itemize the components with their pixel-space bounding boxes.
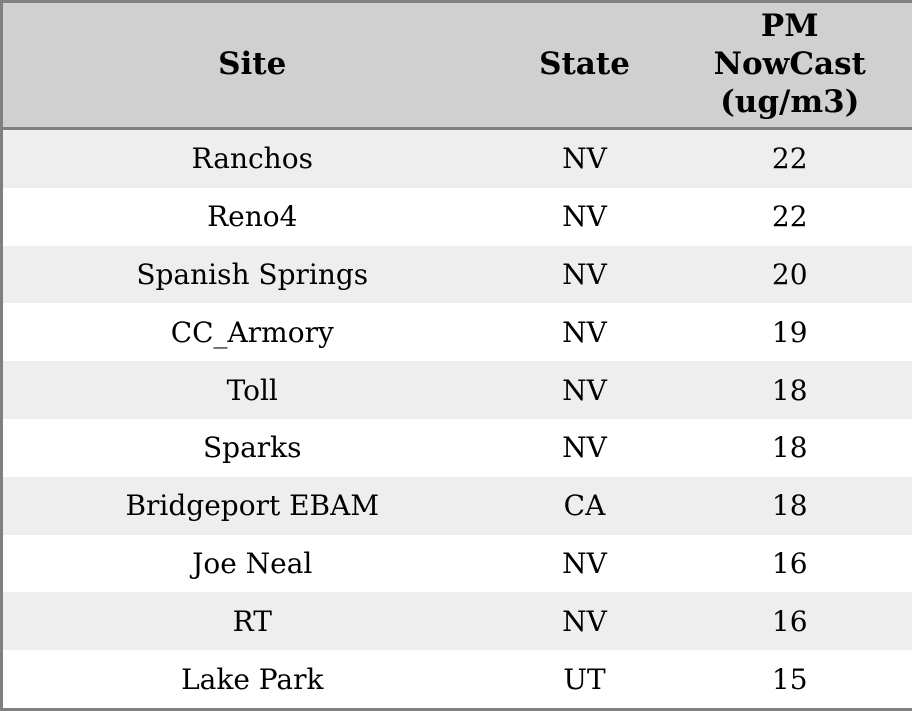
cell-pm-nowcast: 16 xyxy=(771,546,808,580)
cell-site: Lake Park xyxy=(181,662,324,696)
cell-state: NV xyxy=(562,431,607,465)
cell-pm-nowcast: 22 xyxy=(771,200,808,234)
table-row xyxy=(2,477,912,535)
cell-site: Joe Neal xyxy=(192,546,313,580)
table-row xyxy=(2,650,912,709)
column-header-pm-nowcast-label: PM NowCast (ug/m3) xyxy=(713,8,866,120)
cell-state: NV xyxy=(562,546,607,580)
table-row xyxy=(2,303,912,361)
cell-state: NV xyxy=(562,142,607,176)
table-row xyxy=(2,361,912,419)
cell-pm-nowcast: 15 xyxy=(771,662,808,696)
cell-state: UT xyxy=(563,662,606,696)
table-row xyxy=(2,246,912,304)
table-body xyxy=(2,129,912,710)
cell-site: RT xyxy=(232,604,272,638)
table-row xyxy=(2,188,912,246)
column-header-site: Site xyxy=(2,2,502,129)
table-row xyxy=(2,592,912,650)
column-header-pm-nowcast xyxy=(668,2,912,129)
cell-pm-nowcast: 20 xyxy=(771,257,808,291)
table-row xyxy=(2,419,912,477)
table-row xyxy=(2,535,912,593)
cell-state: NV xyxy=(562,604,607,638)
cell-state: NV xyxy=(562,200,607,234)
cell-site: Ranchos xyxy=(191,142,313,176)
table-row xyxy=(2,129,912,188)
cell-site: Bridgeport EBAM xyxy=(125,489,380,523)
cell-pm-nowcast: 18 xyxy=(771,431,808,465)
cell-pm-nowcast: 19 xyxy=(771,315,808,349)
cell-pm-nowcast: 22 xyxy=(771,142,808,176)
cell-pm-nowcast: 18 xyxy=(771,373,808,407)
cell-site: Spanish Springs xyxy=(136,257,369,291)
cell-pm-nowcast: 18 xyxy=(771,489,808,523)
cell-pm-nowcast: 16 xyxy=(771,604,808,638)
cell-state: NV xyxy=(562,315,607,349)
column-header-state: State xyxy=(502,2,668,129)
cell-site: Sparks xyxy=(202,431,302,465)
cell-site: Toll xyxy=(226,373,278,407)
cell-site: Reno4 xyxy=(207,200,298,234)
table-header xyxy=(2,2,912,129)
cell-state: NV xyxy=(562,257,607,291)
cell-site: CC_Armory xyxy=(170,315,334,349)
cell-state: NV xyxy=(562,373,607,407)
cell-state: CA xyxy=(563,489,606,523)
header-row xyxy=(2,2,912,129)
